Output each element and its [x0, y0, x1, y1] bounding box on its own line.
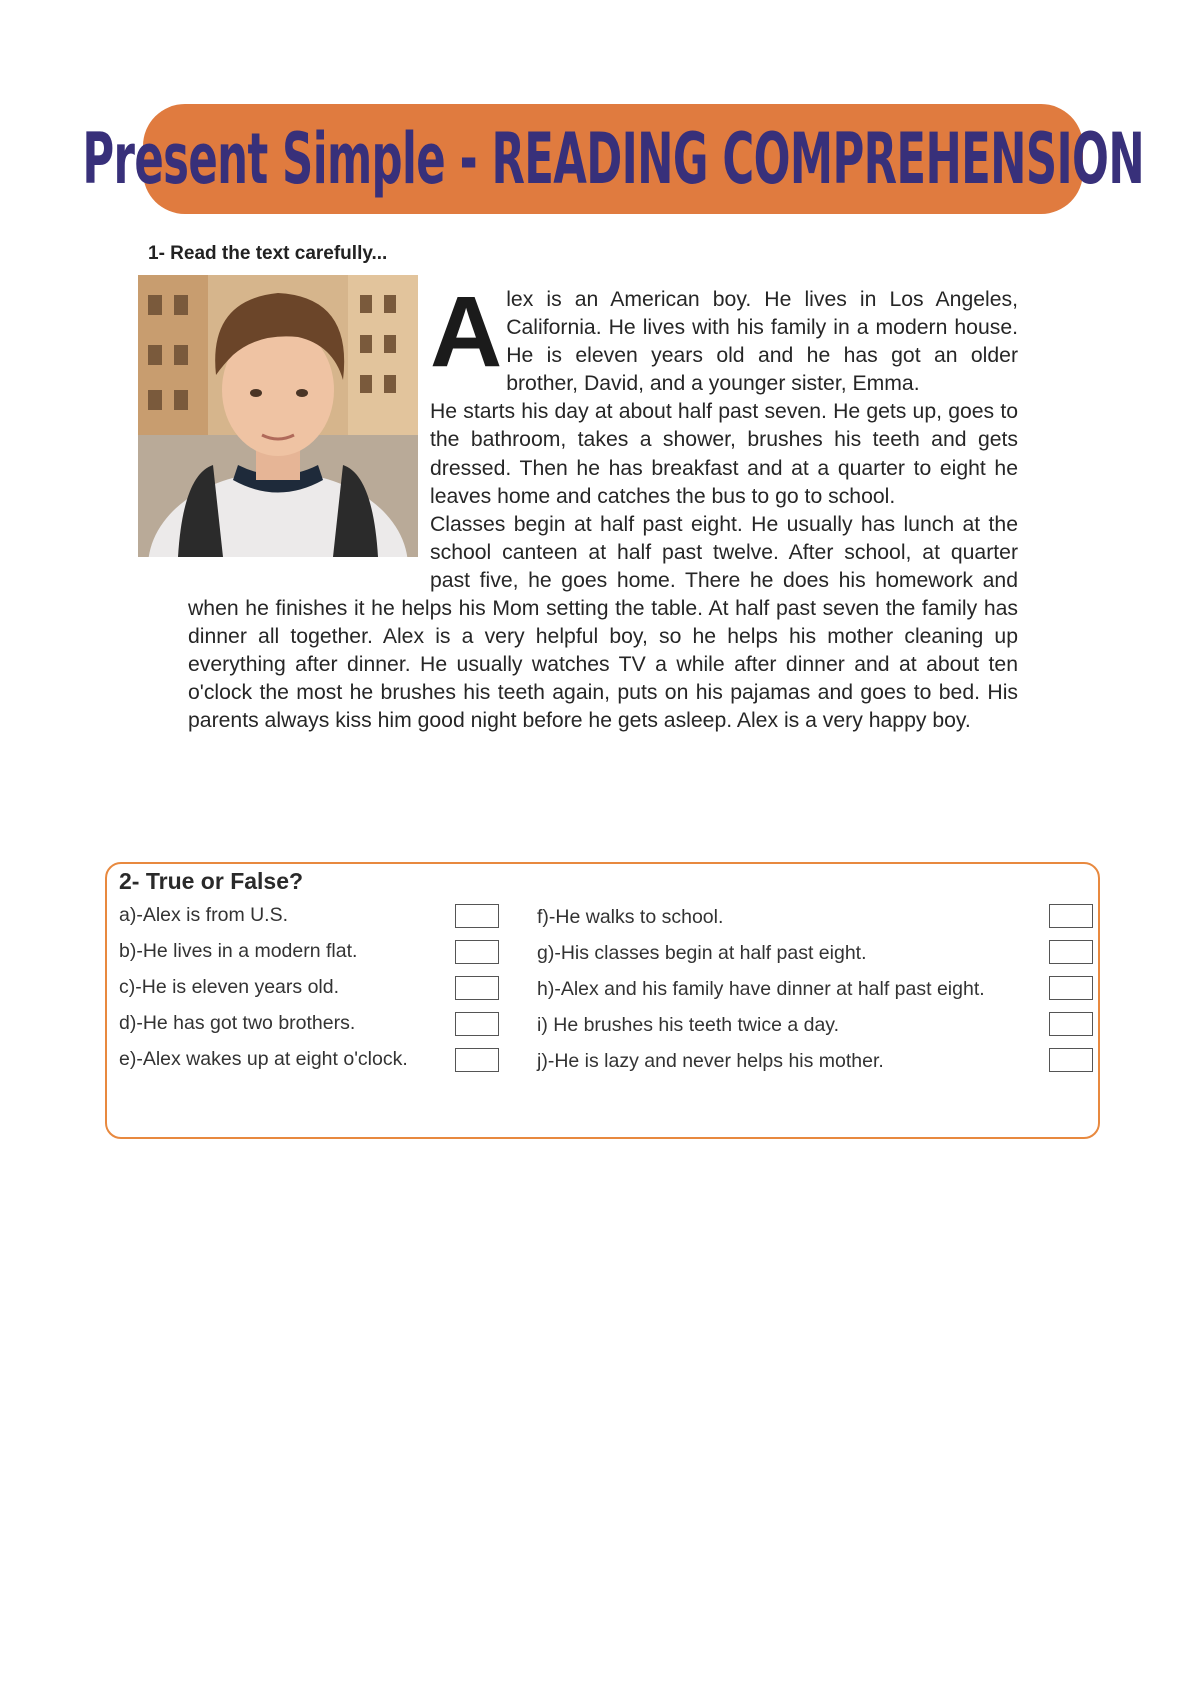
tf-answer-box-j[interactable] — [1049, 1048, 1093, 1072]
tf-item-c: c)-He is eleven years old. — [119, 976, 340, 998]
title-banner — [82, 104, 1144, 214]
section-2-heading: 2- True or False? — [119, 868, 304, 894]
tf-answer-box-g[interactable] — [1049, 940, 1093, 964]
drop-cap: A — [430, 276, 503, 388]
paragraph-2: He starts his day at about half past seven. He gets up, goes to the bathroom, takes a shower, brushes his teeth and gets dressed. Then he has breakfast and at a quarter to eight he leaves home and catches the bus to go to school. — [430, 400, 1018, 508]
tf-item-e: e)-Alex wakes up at eight o'clock. — [119, 1048, 408, 1070]
tf-item-j: j)-He is lazy and never helps his mother. — [537, 1050, 884, 1072]
tf-item-a: a)-Alex is from U.S. — [119, 904, 289, 926]
tf-answer-box-e[interactable] — [455, 1048, 499, 1072]
tf-item-d: d)-He has got two brothers. — [119, 1012, 356, 1034]
section-1-heading: 1- Read the text carefully... — [148, 243, 388, 264]
page-title: Present Simple - READING COMPREHENSION — [82, 118, 1144, 200]
photo-wrap-spacer — [188, 286, 430, 568]
tf-item-b: b)-He lives in a modern flat. — [119, 940, 358, 962]
tf-answer-box-c[interactable] — [455, 976, 499, 1000]
reading-text — [188, 276, 1018, 736]
tf-answer-box-f[interactable] — [1049, 904, 1093, 928]
tf-answer-box-a[interactable] — [455, 904, 499, 928]
paragraph-1: lex is an American boy. He lives in Los Angeles, California. He lives with his family in a modern house. He is eleven years old and he has got an older brother, David, and a younger sister, Emma. — [506, 288, 1018, 396]
tf-item-i: i) He brushes his teeth twice a day. — [537, 1014, 840, 1036]
tf-answer-box-i[interactable] — [1049, 1012, 1093, 1036]
true-false-box — [105, 862, 1100, 1139]
tf-item-f: f)-He walks to school. — [537, 906, 724, 928]
tf-answer-box-d[interactable] — [455, 1012, 499, 1036]
tf-answer-box-h[interactable] — [1049, 976, 1093, 1000]
tf-answer-box-b[interactable] — [455, 940, 499, 964]
tf-item-h: h)-Alex and his family have dinner at half past eight. — [537, 978, 985, 1000]
paragraph-3: Classes begin at half past eight. He usually has lunch at the school canteen at half past twelve. After school, at quarter past five, he goes home. There he does his homework and when he finishes it he helps his Mom setting the table. At half past seven the family has dinner all together. Alex is a very helpful boy, so he helps his mother cleaning up everything after dinner. He usually watches TV a while after dinner and at about ten o'clock the most he brushes his teeth again, puts on his pajamas and goes to bed. His parents always kiss him good night before he gets asleep. Alex is a very happy boy. — [188, 512, 1018, 733]
tf-item-g: g)-His classes begin at half past eight. — [537, 942, 867, 964]
